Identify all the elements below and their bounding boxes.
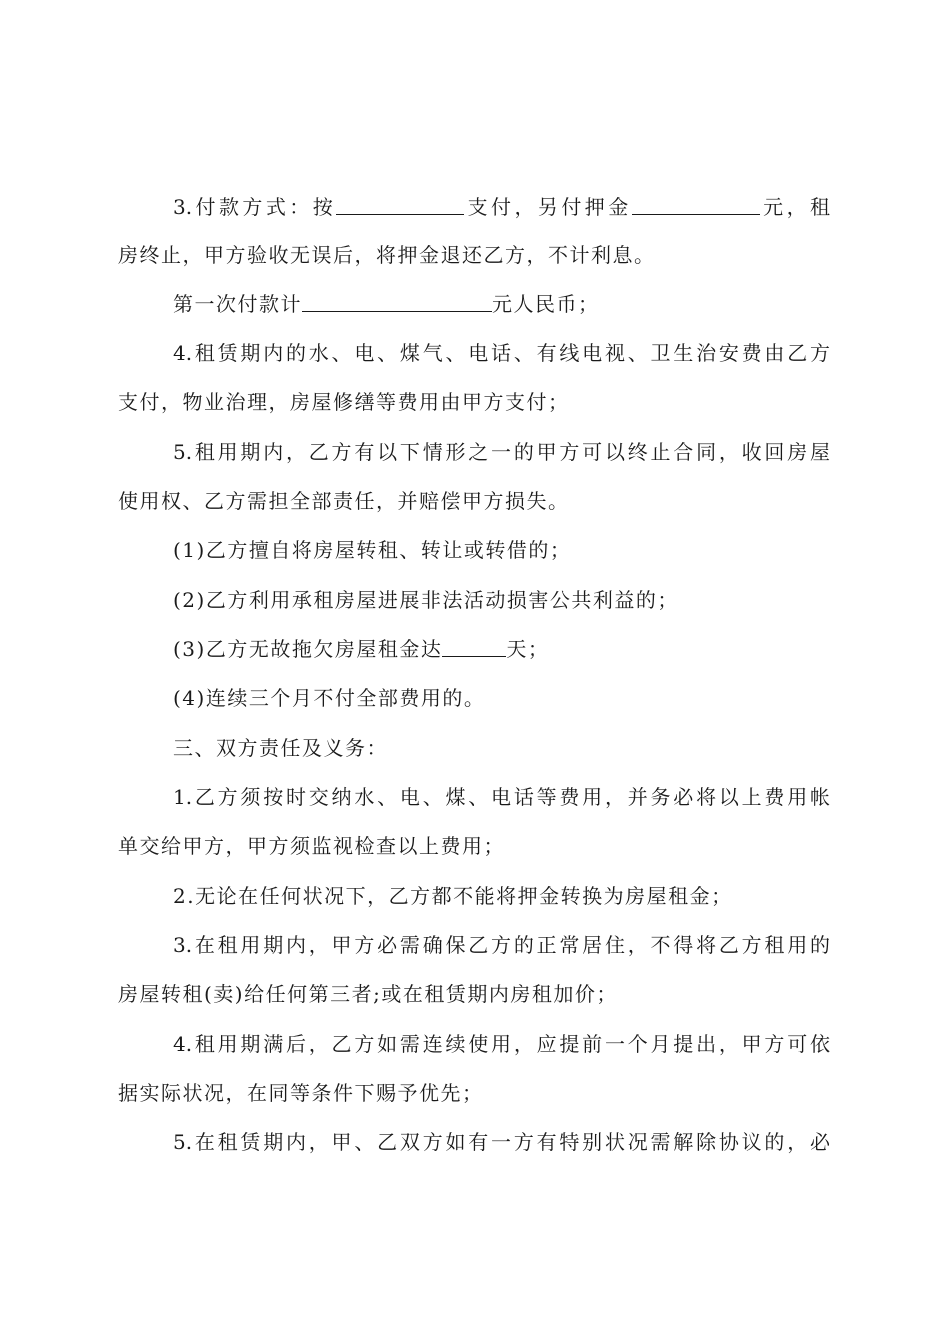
duty-4-line-2: 据实际状况，在同等条件下赐予优先； xyxy=(118,1081,484,1105)
clause-4-line-2: 支付，物业治理，房屋修缮等费用由甲方支付； xyxy=(118,390,570,414)
sub-item-3-unit: 天； xyxy=(506,637,550,661)
deposit-unit-text: 元，租 xyxy=(759,195,831,219)
first-payment-blank xyxy=(302,291,492,312)
duty-1-line-1: 1.乙方须按时交纳水、电、煤、电话等费用，并务必将以上费用帐 xyxy=(173,785,830,809)
sub-item-4: (4)连续三个月不付全部费用的。 xyxy=(173,686,486,710)
sub-item-3-text: (3)乙方无故拖欠房屋租金达 xyxy=(173,637,443,661)
overdue-days-blank xyxy=(442,636,506,657)
deposit-amount-blank xyxy=(632,194,760,215)
duty-3-line-1: 3.在租用期内，甲方必需确保乙方的正常居住，不得将乙方租用的 xyxy=(173,933,830,957)
clause-5-line-1: 5.租用期内，乙方有以下情形之一的甲方可以终止合同，收回房屋 xyxy=(173,440,830,464)
first-payment-line xyxy=(173,289,600,319)
section-3-heading: 三、双方责任及义务： xyxy=(173,736,388,760)
duty-4-line-1: 4.租用期满后，乙方如需连续使用，应提前一个月提出，甲方可依 xyxy=(173,1032,830,1056)
clause-3-payment-line-2: 房终止，甲方验收无误后，将押金退还乙方，不计利息。 xyxy=(118,243,656,267)
sub-item-2: (2)乙方利用承租房屋进展非法活动损害公共利益的； xyxy=(173,588,679,612)
first-payment-label: 第一次付款计 xyxy=(173,292,302,316)
clause-4-line-1: 4.租赁期内的水、电、煤气、电话、有线电视、卫生治安费由乙方 xyxy=(173,341,830,365)
payment-method-label: 3.付款方式：按 xyxy=(173,195,337,219)
sub-item-3 xyxy=(173,634,549,664)
duty-2: 2.无论在任何状况下，乙方都不能将押金转换为房屋租金； xyxy=(173,884,733,908)
clause-5-line-2: 使用权、乙方需担全部责任，并赔偿甲方损失。 xyxy=(118,489,570,513)
clause-3-payment-line-1 xyxy=(173,192,830,222)
deposit-label: 支付，另付押金 xyxy=(464,195,632,219)
duty-1-line-2: 单交给甲方，甲方须监视检查以上费用； xyxy=(118,834,505,858)
duty-3-line-2: 房屋转租(卖)给任何第三者;或在租赁期内房租加价； xyxy=(118,982,618,1006)
sub-item-1: (1)乙方擅自将房屋转租、转让或转借的； xyxy=(173,538,572,562)
payment-method-blank xyxy=(336,194,464,215)
duty-5-line-1: 5.在租赁期内，甲、乙双方如有一方有特别状况需解除协议的，必 xyxy=(173,1130,830,1154)
first-payment-unit: 元人民币； xyxy=(492,292,600,316)
